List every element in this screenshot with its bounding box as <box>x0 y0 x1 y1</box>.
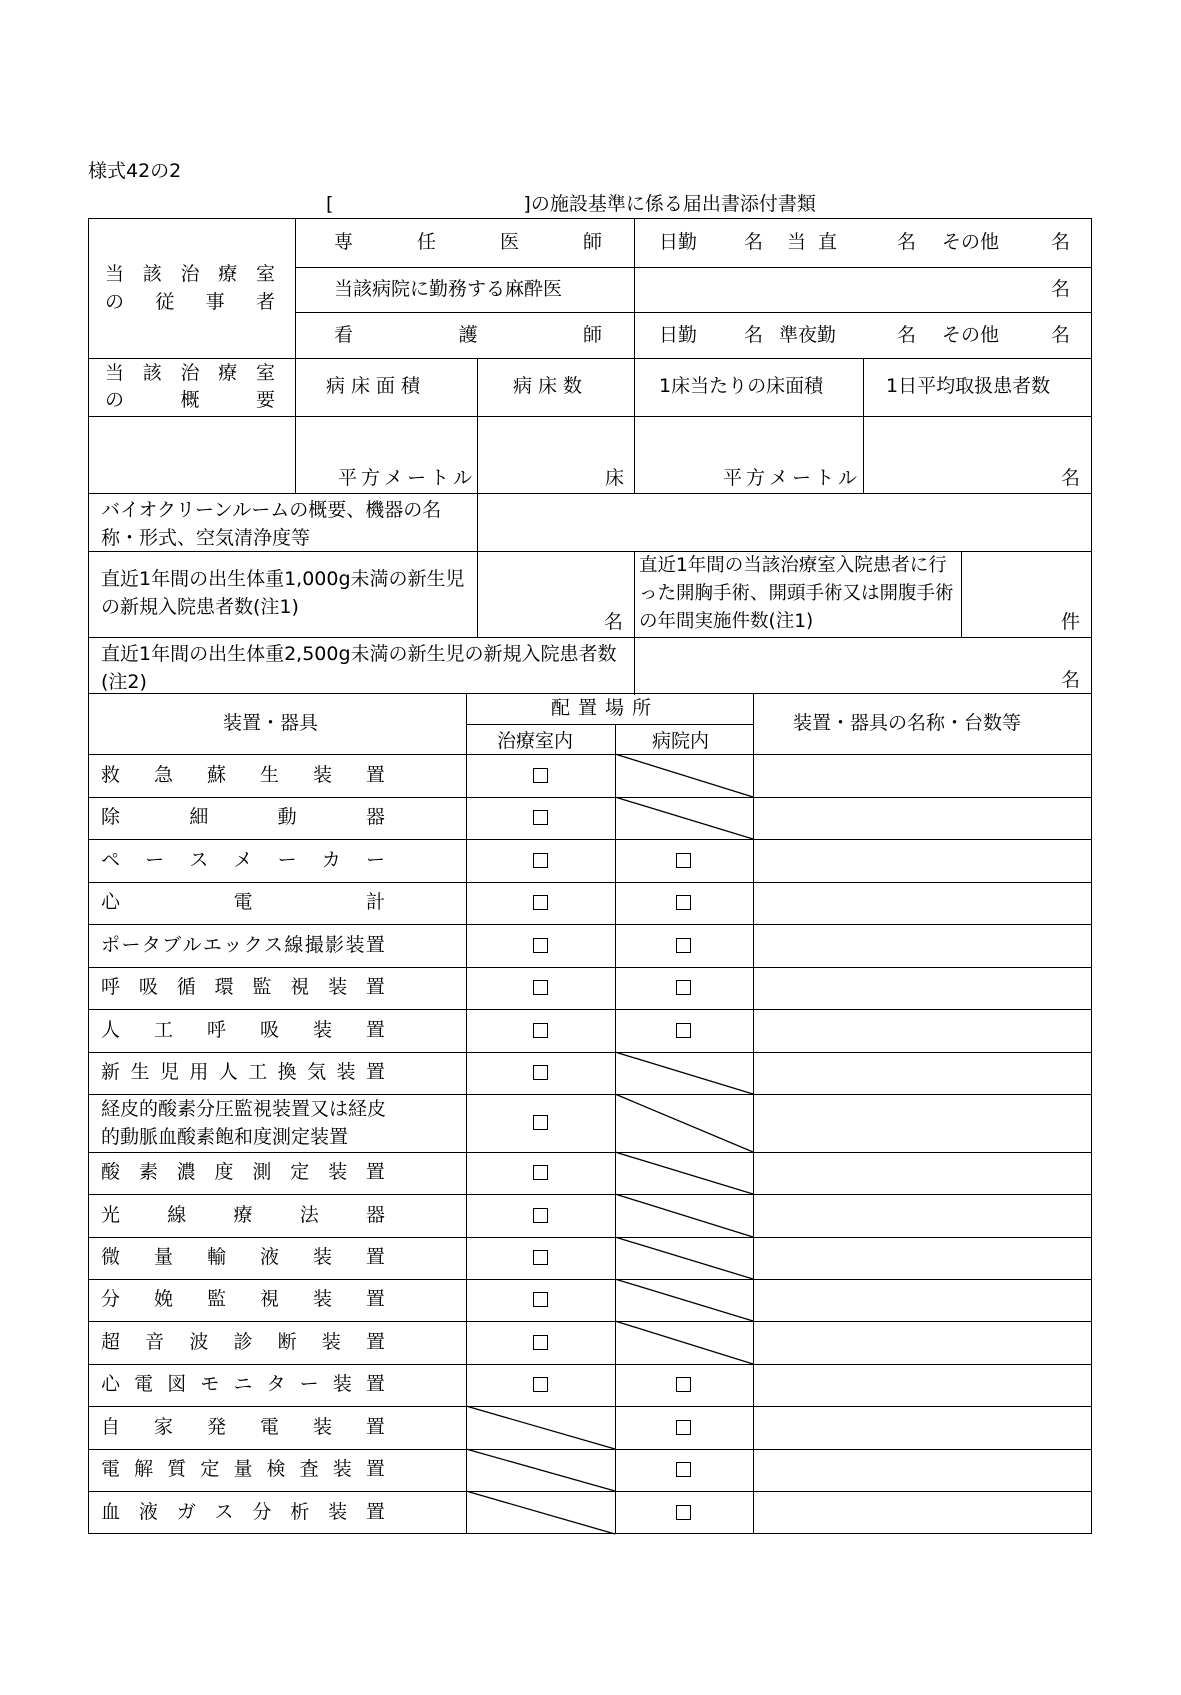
in-hospital-not-applicable-slash <box>615 797 753 839</box>
in-room-checkbox[interactable] <box>533 1250 548 1265</box>
surgery-count-unit: 件 <box>1061 611 1081 633</box>
in-hospital-checkbox[interactable] <box>676 1420 691 1435</box>
nurse-evening-label: 準夜勤 <box>779 324 837 346</box>
in-hospital-not-applicable-slash <box>615 1321 753 1364</box>
in-room-checkbox[interactable] <box>533 1335 548 1350</box>
equipment-name: 分 娩 監 視 装 置 <box>101 1288 385 1310</box>
in-room-checkbox[interactable] <box>533 980 548 995</box>
in-room-checkbox[interactable] <box>533 810 548 825</box>
in-hospital-not-applicable-slash <box>615 1152 753 1194</box>
in-hospital-not-applicable-slash <box>615 1052 753 1094</box>
in-room-not-applicable-slash <box>466 1406 615 1449</box>
in-hospital-checkbox[interactable] <box>676 1023 691 1038</box>
equipment-name: 酸 素 濃 度 測 定 装 置 <box>101 1161 385 1183</box>
equipment-name: 光 線 療 法 器 <box>101 1203 385 1226</box>
nurse-day-label: 日勤 <box>659 324 698 346</box>
area-per-bed-header: 1床当たりの床面積 <box>659 375 824 397</box>
bed-count-unit: 床 <box>605 467 625 489</box>
doctor-day-unit: 名 <box>744 231 764 253</box>
equipment-name: 血 液 ガ ス 分 析 装 置 <box>101 1500 385 1523</box>
in-room-not-applicable-slash <box>466 1449 615 1491</box>
in-room-checkbox[interactable] <box>533 1065 548 1080</box>
equipment-name: ペ ー ス メ ー カ ー <box>101 848 385 871</box>
staff-section-label: 当 該 治 療 室 <box>105 263 275 285</box>
equipment-name: 心 電 計 <box>101 891 385 913</box>
in-hospital-checkbox[interactable] <box>676 1462 691 1477</box>
in-hospital-checkbox[interactable] <box>676 1377 691 1392</box>
equipment-name: 経皮的酸素分圧監視装置又は経皮的動脈血酸素飽和度測定装置 <box>101 1098 387 1148</box>
in-hospital-checkbox[interactable] <box>676 853 691 868</box>
in-room-checkbox[interactable] <box>533 1165 548 1180</box>
in-room-checkbox[interactable] <box>533 1377 548 1392</box>
low-weight-1000-label: 直近1年間の出生体重1,000g未満の新生児の新規入院患者数(注1) <box>101 568 465 618</box>
equipment-name: 心 電 図 モ ニ タ ー 装 置 <box>101 1373 385 1395</box>
equipment-name: ポ ー タ ブ ル エ ッ ク ス 線 撮 影 装 置 <box>101 933 385 956</box>
in-room-checkbox[interactable] <box>533 853 548 868</box>
nurse-other-label: その他 <box>942 324 1000 346</box>
nurse-day-unit: 名 <box>744 324 764 346</box>
equipment-name: 呼 吸 循 環 監 視 装 置 <box>101 976 385 998</box>
anesthesiologist-label: 当該病院に勤務する麻酔医 <box>334 278 563 300</box>
in-hospital-checkbox[interactable] <box>676 938 691 953</box>
doctor-day-label: 日勤 <box>659 231 698 253</box>
equipment-name: 電 解 質 定 量 検 査 装 置 <box>101 1458 385 1480</box>
bioclean-label: バイオクリーンルームの概要、機器の名称・形式、空気清浄度等 <box>101 499 442 549</box>
bed-area-unit: 平方メートル <box>338 467 477 489</box>
daily-patients-header: 1日平均取扱患者数 <box>886 375 1051 397</box>
equipment-name: 微 量 輸 液 装 置 <box>101 1246 385 1268</box>
in-room-checkbox[interactable] <box>533 768 548 783</box>
in-hospital-not-applicable-slash <box>615 1094 753 1152</box>
low-weight-1000-unit: 名 <box>604 611 624 633</box>
full-time-doctor-label: 専 任 医 師 <box>334 231 602 253</box>
document-title: [ ]の施設基準に係る届出書添付書類 <box>326 193 816 215</box>
in-hospital-not-applicable-slash <box>615 1279 753 1321</box>
area-per-bed-unit: 平方メートル <box>723 467 862 489</box>
in-room-header: 治療室内 <box>497 730 574 752</box>
nurse-evening-unit: 名 <box>897 324 917 346</box>
doctor-other-label: その他 <box>942 231 1000 253</box>
low-weight-2500-unit: 名 <box>1061 669 1081 691</box>
location-header: 配置場所 <box>551 697 660 719</box>
equipment-header: 装置・器具 <box>223 712 319 734</box>
in-hospital-checkbox[interactable] <box>676 1505 691 1520</box>
in-room-checkbox[interactable] <box>533 1115 548 1130</box>
names-count-header: 装置・器具の名称・台数等 <box>793 712 1022 734</box>
nurse-other-unit: 名 <box>1051 324 1071 346</box>
surgery-count-label: 直近1年間の当該治療室入院患者に行った開胸手術、開頭手術又は開腹手術の年間実施件数(注1) <box>639 555 954 632</box>
daily-patients-unit: 名 <box>1061 467 1081 489</box>
in-hospital-not-applicable-slash <box>615 1194 753 1237</box>
in-room-checkbox[interactable] <box>533 1292 548 1307</box>
equipment-table <box>88 694 1092 1534</box>
equipment-name: 人 工 呼 吸 装 置 <box>101 1018 385 1041</box>
doctor-night-unit: 名 <box>897 231 917 253</box>
in-room-checkbox[interactable] <box>533 1208 548 1223</box>
equipment-name: 救 急 蘇 生 装 置 <box>101 763 385 786</box>
facility-info-table: 当 該 治 療 室 の 従 事 者 専 任 医 師 日勤 名 当直 名 その他 名 当該病院に勤務する麻酔医 名 看 護 師 日勤 名 準夜勤 名 その他 名 当 該 治 療 室 の 概 要 病床面積 病床数 1床当たりの床面積 1日平均取扱患者数 平方メートル 床 平方メートル 名 バイオクリーンルームの概要、機器の名称・形式、空気清浄度等 直近1年間の出生体重1,000g未満の新生児の新規入院患者数(注1) 名 直近1年間の当該治療室入院患者に行った開胸手術、開頭手術又は開腹手術の年間実施件数(注1) 件 直近1年間の出生体重2,500g未満の新生児の新規入院患者数(注2) 名 <box>88 218 1092 694</box>
in-hospital-header: 病院内 <box>652 730 710 752</box>
bed-area-header: 病床面積 <box>326 375 427 397</box>
equipment-name: 自 家 発 電 装 置 <box>101 1415 385 1438</box>
in-hospital-not-applicable-slash <box>615 754 753 797</box>
in-room-checkbox[interactable] <box>533 1023 548 1038</box>
overview-section-label: 当 該 治 療 室 <box>105 362 275 384</box>
in-hospital-checkbox[interactable] <box>676 895 691 910</box>
in-hospital-not-applicable-slash <box>615 1237 753 1279</box>
low-weight-2500-label: 直近1年間の出生体重2,500g未満の新生児の新規入院患者数(注2) <box>101 643 617 693</box>
nurse-label: 看 護 師 <box>334 324 602 346</box>
in-room-checkbox[interactable] <box>533 895 548 910</box>
form-number: 様式42の2 <box>88 160 182 182</box>
doctor-night-label: 当直 <box>787 231 850 253</box>
in-room-not-applicable-slash <box>466 1491 615 1534</box>
equipment-name: 新 生 児 用 人 工 換 気 装 置 <box>101 1061 385 1083</box>
bed-count-header: 病床数 <box>513 375 589 397</box>
doctor-other-unit: 名 <box>1051 231 1071 253</box>
in-hospital-checkbox[interactable] <box>676 980 691 995</box>
equipment-name: 超 音 波 診 断 装 置 <box>101 1330 385 1353</box>
anesthesiologist-unit: 名 <box>1051 278 1071 300</box>
in-room-checkbox[interactable] <box>533 938 548 953</box>
equipment-name: 除 細 動 器 <box>101 806 385 828</box>
